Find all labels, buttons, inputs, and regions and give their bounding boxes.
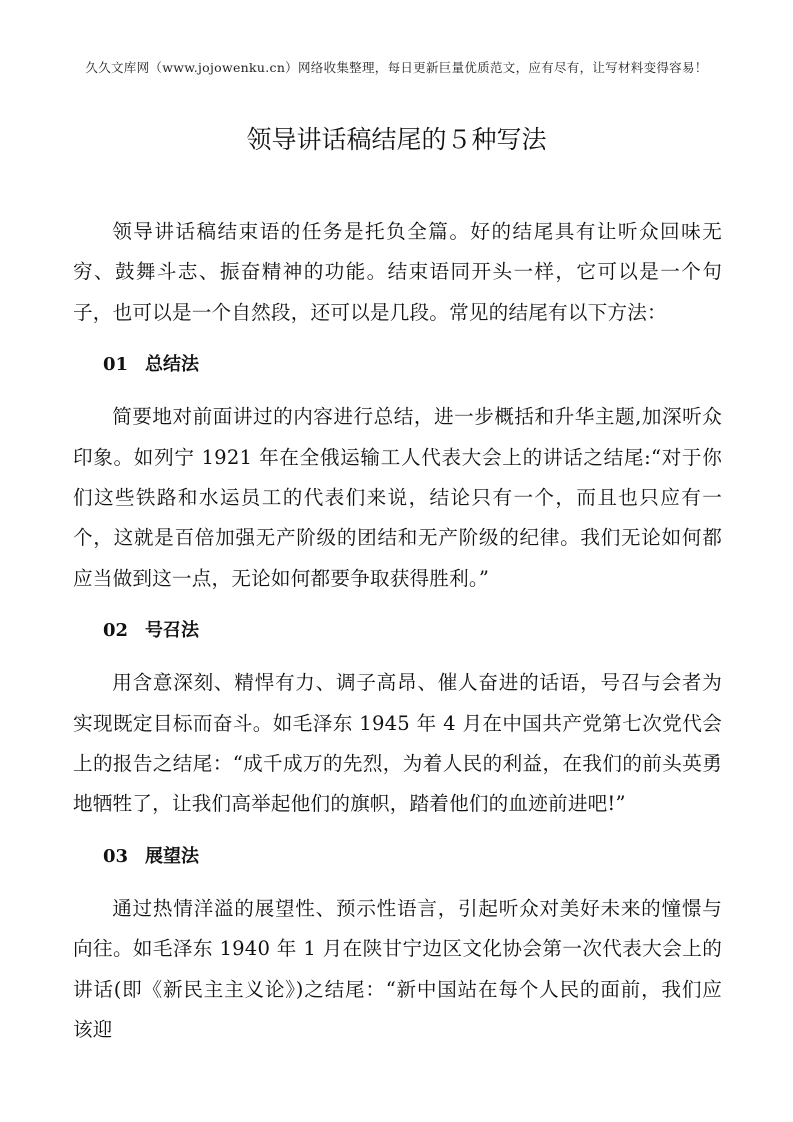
section-paragraph-outlook: 通过热情洋溢的展望性、预示性语言，引起听众对美好未来的憧憬与向往。如毛泽东 1940 年 1 月在陕甘宁边区文化协会第一次代表大会上的讲话(即《新民主主义论》)之结尾：“新中国站在每个人民的面前，我们应该迎 xyxy=(73,896,722,1042)
section-name: 号召法 xyxy=(145,620,199,642)
section-paragraph-call: 用含意深刻、精悍有力、调子高昂、催人奋进的话语，号召与会者为实现既定目标而奋斗。如毛泽东 1945 年 4 月在中国共产党第七次党代会上的报告之结尾：“成千成万的先烈，为着人民的利益，在我们的前头英勇地牺牲了，让我们高举起他们的旗帜，踏着他们的血迹前进吧!” xyxy=(73,671,722,816)
section-name: 展望法 xyxy=(145,845,199,867)
section-number: 02 xyxy=(103,620,129,642)
section-heading-outlook xyxy=(103,837,722,877)
section-name: 总结法 xyxy=(145,354,199,376)
section-paragraph-summary: 简要地对前面讲过的内容进行总结，进一步概括和升华主题,加深听众印象。如列宁 1921 年在全俄运输工人代表大会上的讲话之结尾:“对于你们这些铁路和水运员工的代表们来说，结论只有一个，而且也只应有一个，这就是百倍加强无产阶级的团结和无产阶级的纪律。我们无论如何都应当做到这一点，无论如何都要争取获得胜利。” xyxy=(73,405,722,590)
section-heading-summary xyxy=(103,345,722,385)
section-number: 01 xyxy=(103,354,129,376)
section-number: 03 xyxy=(103,845,129,867)
section-heading-call xyxy=(103,611,722,651)
intro-paragraph: 领导讲话稿结束语的任务是托负全篇。好的结尾具有让听众回味无穷、鼓舞斗志、振奋精神的功能。结束语同开头一样，它可以是一个句子，也可以是一个自然段，还可以是几段。常见的结尾有以下方法： xyxy=(73,220,722,324)
document-title: 领导讲话稿结尾的５种写法 xyxy=(246,125,547,154)
header-note: 久久文库网（www.jojowenku.cn）网络收集整理，每日更新巨量优质范文，应有尽有，让写材料变得容易！ xyxy=(85,60,708,75)
document-body xyxy=(73,212,722,1063)
